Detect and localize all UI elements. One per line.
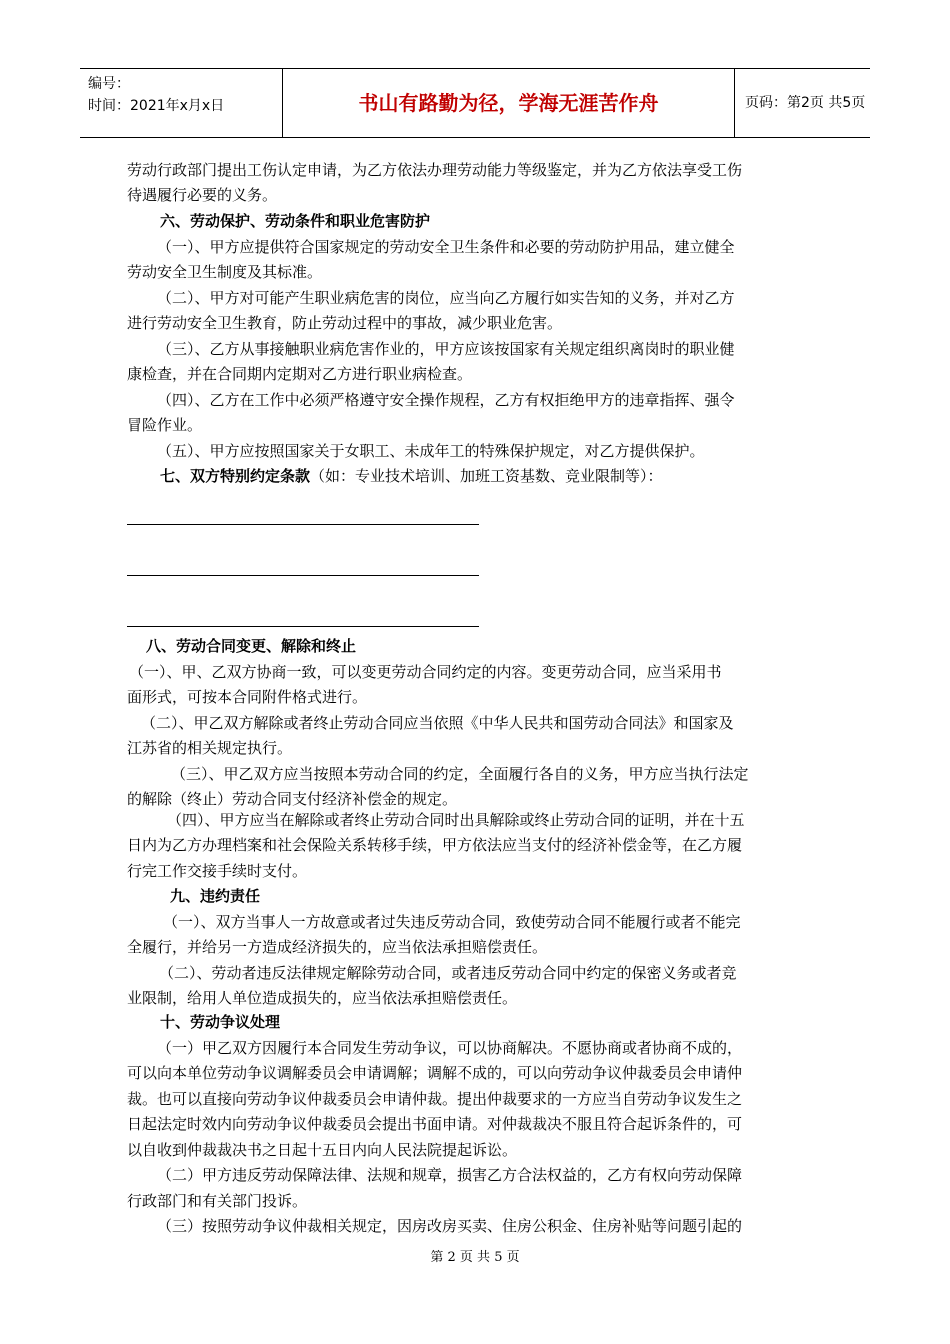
body-line: （二）、甲方对可能产生职业病危害的岗位，应当向乙方履行如实告知的义务，并对乙方 [157, 289, 735, 307]
header-page-number: 页码：第2页 共5页 [745, 95, 866, 111]
header-motto: 书山有路勤为径，学海无涯苦作舟 [283, 69, 735, 137]
body-line: 冒险作业。 [127, 416, 203, 434]
body-line: （一）、甲、乙双方协商一致，可以变更劳动合同约定的内容。变更劳动合同，应当采用书 [129, 663, 722, 681]
fill-in-line [127, 626, 479, 627]
body-line: （四）、乙方在工作中必须严格遵守安全操作规程，乙方有权拒绝甲方的违章指挥、强令 [157, 391, 735, 409]
body-line: （三）、乙方从事接触职业病危害作业的，甲方应该按国家有关规定组织离岗时的职业健 [157, 340, 735, 358]
body-line: （五）、甲方应按照国家关于女职工、未成年工的特殊保护规定，对乙方提供保护。 [157, 442, 705, 460]
body-line: 以自收到仲裁裁决书之日起十五日内向人民法院提起诉讼。 [127, 1141, 518, 1159]
body-line: 可以向本单位劳动争议调解委员会申请调解；调解不成的，可以向劳动争议仲裁委员会申请仲 [127, 1064, 743, 1082]
body-line: 行政部门和有关部门投诉。 [127, 1192, 308, 1210]
document-date: 时间：2021年x月x日 [88, 98, 225, 114]
section-heading-7-note: （如：专业技术培训、加班工资基数、竞业限制等）： [310, 467, 663, 485]
body-line: 江苏省的相关规定执行。 [127, 739, 293, 757]
fill-in-line [127, 575, 479, 576]
body-line: 全履行，并给另一方造成经济损失的，应当依法承担赔偿责任。 [127, 938, 548, 956]
page-header [80, 68, 870, 138]
section-heading-6: 六、劳动保护、劳动条件和职业危害防护 [160, 212, 431, 230]
section-heading-10: 十、劳动争议处理 [160, 1013, 281, 1031]
section-heading-7 [160, 464, 860, 490]
body-line: （二）、甲乙双方解除或者终止劳动合同应当依照《中华人民共和国劳动合同法》和国家及 [141, 714, 734, 732]
body-line: 劳动安全卫生制度及其标准。 [127, 263, 323, 281]
body-line: 面形式，可按本合同附件格式进行。 [127, 688, 368, 706]
section-heading-8: 八、劳动合同变更、解除和终止 [146, 637, 357, 655]
body-line: 的解除（终止）劳动合同支付经济补偿金的规定。 [127, 790, 458, 808]
body-line: 行完工作交接手续时支付。 [127, 862, 308, 880]
body-line: 日起法定时效内向劳动争议仲裁委员会提出书面申请。对仲裁裁决不服且符合起诉条件的，可 [127, 1115, 743, 1133]
body-line: 待遇履行必要的义务。 [127, 186, 278, 204]
document-number: 编号： [88, 76, 130, 92]
body-line: （二）、劳动者违反法律规定解除劳动合同，或者违反劳动合同中约定的保密义务或者竞 [159, 964, 737, 982]
section-heading-7-title: 七、双方特别约定条款 [160, 467, 311, 485]
page-footer: 第 2 页 共 5 页 [430, 1250, 520, 1265]
section-heading-9: 九、违约责任 [170, 887, 261, 905]
body-line: 康检查，并在合同期内定期对乙方进行职业病检查。 [127, 365, 473, 383]
body-line: （一）、甲方应提供符合国家规定的劳动安全卫生条件和必要的劳动防护用品，建立健全 [157, 238, 735, 256]
body-line: 进行劳动安全卫生教育，防止劳动过程中的事故，减少职业危害。 [127, 314, 563, 332]
body-line: 业限制，给用人单位造成损失的，应当依法承担赔偿责任。 [127, 989, 518, 1007]
body-line: 劳动行政部门提出工伤认定申请，为乙方依法办理劳动能力等级鉴定，并为乙方依法享受工伤 [127, 161, 743, 179]
body-line: （三）、甲乙双方应当按照本劳动合同的约定，全面履行各自的义务，甲方应当执行法定 [171, 765, 749, 783]
body-line: （四）、甲方应当在解除或者终止劳动合同时出具解除或终止劳动合同的证明，并在十五 [167, 811, 745, 829]
header-info-cell [80, 69, 283, 137]
body-line: （三）按照劳动争议仲裁相关规定，因房改房买卖、住房公积金、住房补贴等问题引起的 [157, 1217, 743, 1235]
body-line: 日内为乙方办理档案和社会保险关系转移手续，甲方依法应当支付的经济补偿金等，在乙方履 [127, 836, 743, 854]
body-line: （一）、双方当事人一方故意或者过失违反劳动合同，致使劳动合同不能履行或者不能完 [163, 913, 741, 931]
fill-in-line [127, 524, 479, 525]
body-line: （一）甲乙双方因履行本合同发生劳动争议，可以协商解决。不愿协商或者协商不成的， [157, 1039, 743, 1057]
body-line: （二）甲方违反劳动保障法律、法规和规章，损害乙方合法权益的，乙方有权向劳动保障 [157, 1166, 743, 1184]
body-line: 裁。也可以直接向劳动争议仲裁委员会申请仲裁。提出仲裁要求的一方应当自劳动争议发生之 [127, 1090, 743, 1108]
